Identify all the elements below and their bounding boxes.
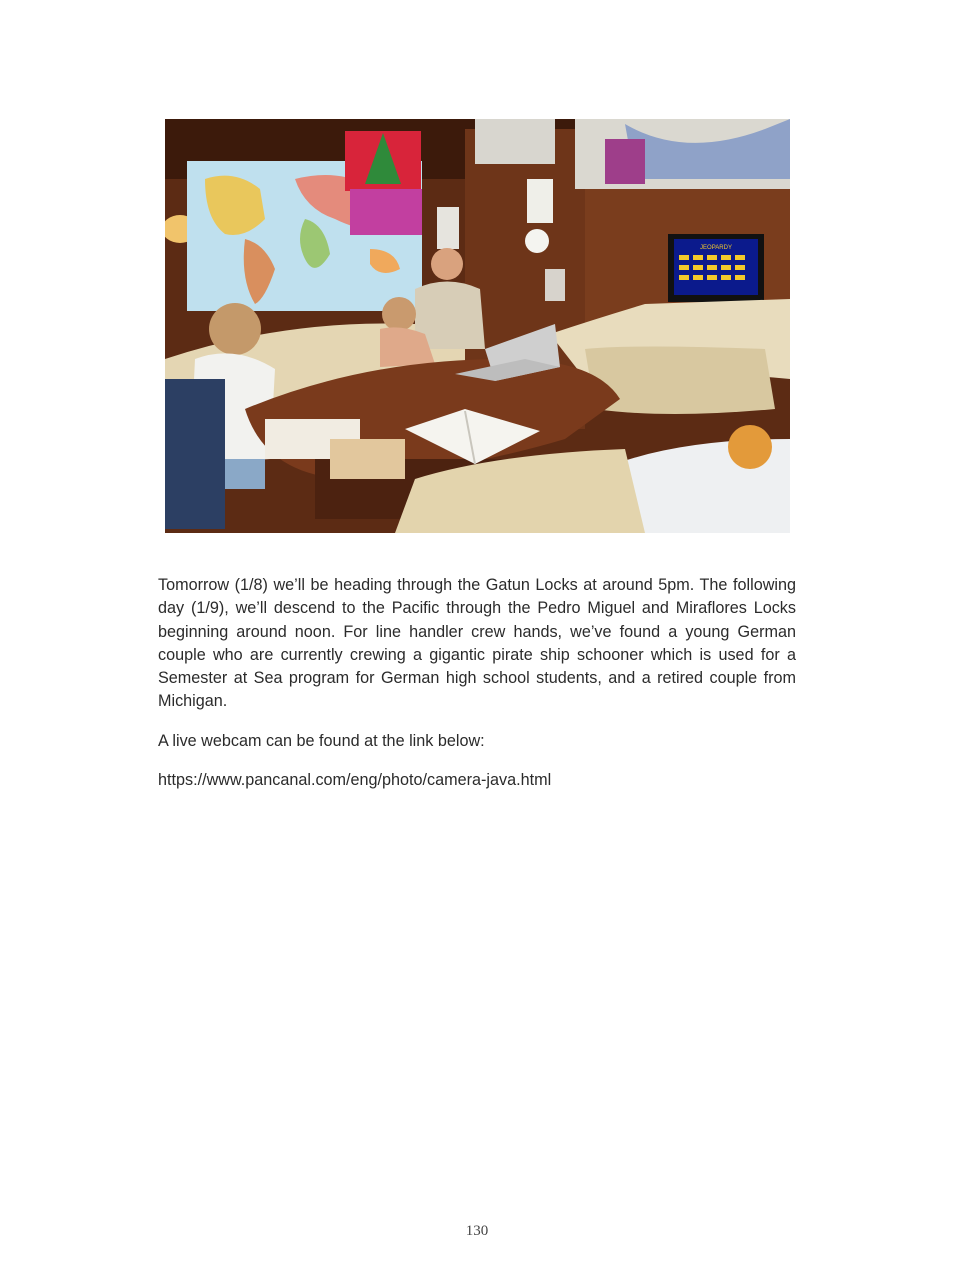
cabin-photo [165,119,790,533]
tv-screen [668,234,764,302]
body-text [158,574,796,808]
page-number: 130 [465,1223,489,1239]
body-paragraph-2: A live webcam can be found at the link below: [158,731,485,750]
body-paragraph-1: Tomorrow (1/8) we’ll be heading through the Gatun Locks at around 5pm. The following day (1/9), we’ll descend to the Pacific through the Pedro Miguel and Miraflores Locks beginning around noon. For line handler crew hands, we’ve found a young German couple who are currently crewing a gigantic pirate ship schooner which is used for a Semester at Sea program for German high school students, and a retired couple from Michigan. [158,576,796,711]
tv-screen-heading: JEOPARDY [700,245,732,251]
cabin-photo-illustration [165,119,790,533]
webcam-link[interactable]: https://www.pancanal.com/eng/photo/camera-java.html [158,771,552,790]
